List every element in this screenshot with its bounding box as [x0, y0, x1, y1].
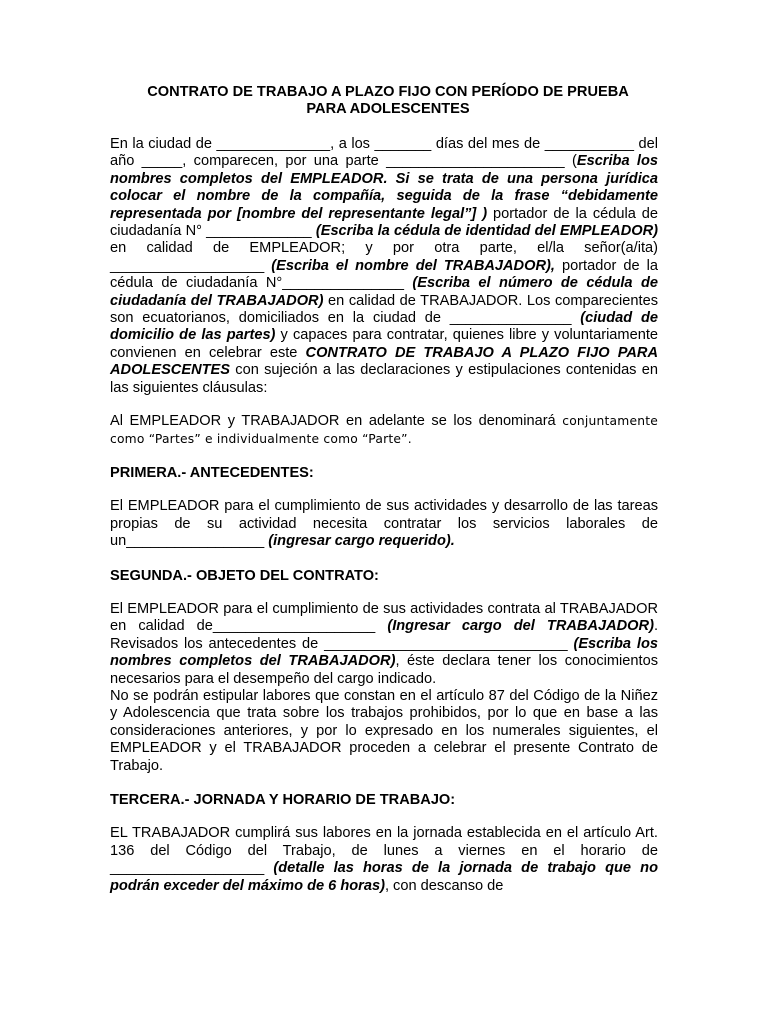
primera-text-1: El EMPLEADOR para el cumplimiento de sus actividades y desarrollo de las tareas propias de su actividad necesita contratar los servicios laborales de un_________________: [110, 498, 658, 550]
tercera-text-1: EL TRABAJADOR cumplirá sus labores en la jornada establecida en el artículo Art. 136 del Código del Trabajo, de lunes a viernes en el horario de ___________________: [110, 825, 658, 877]
parties-text-1: Al EMPLEADOR y TRABAJADOR en adelante se los denominará: [110, 413, 563, 430]
intro-instruction-city: (ciudad de domicilio de las partes): [110, 310, 658, 344]
clause-primera-heading: PRIMERA.- ANTECEDENTES:: [110, 464, 314, 481]
segunda-text-2: . Revisados los antecedentes de ______________________________: [110, 618, 658, 652]
intro-instruction-worker-name: (Escriba el nombre del TRABAJADOR),: [271, 257, 555, 274]
segunda-instruction-position: (Ingresar cargo del TRABAJADOR): [387, 618, 654, 635]
contract-page: [110, 84, 658, 895]
title-line-1: CONTRATO DE TRABAJO A PLAZO FIJO CON PERÍODO DE PRUEBA: [147, 84, 629, 100]
intro-text-1: En la ciudad de ______________, a los _______ días del mes de ___________ del año _____, comparecen, por una parte ______________________ (: [110, 136, 658, 170]
intro-text-5: en calidad de TRABAJADOR. Los comparecientes son ecuatorianos, domiciliados en la ciudad de _______________: [110, 292, 658, 327]
segunda-instruction-worker-name: (Escriba los nombres completos del TRABAJADOR): [110, 635, 658, 670]
intro-contract-name: CONTRATO DE TRABAJO A PLAZO FIJO PARA ADOLESCENTES: [110, 344, 658, 379]
intro-text-2: portador de la cédula de ciudadanía N° _____________: [110, 205, 658, 240]
intro-text-7: con sujeción a las declaraciones y estipulaciones contenidas en las siguientes cláusulas:: [110, 362, 658, 396]
tercera-instruction-hours: (detalle las horas de la jornada de trabajo que no podrán exceder del máximo de 6 horas): [110, 860, 659, 894]
tercera-text-2: , con descanso de: [384, 877, 504, 894]
title-line-2: PARA ADOLESCENTES: [306, 101, 470, 117]
clause-segunda-paragraph-2: No se podrán estipular labores que constan en el artículo 87 del Código de la Niñez y Adolescencia que trata sobre los trabajos prohibidos, por lo que en base a las consideraciones anteriores, y por lo expresado en los numerales siguientes, el EMPLEADOR y el TRABAJADOR proceden a celebrar el presente Contrato de Trabajo.: [110, 687, 658, 774]
intro-text-4: portador de la cédula de ciudadanía N°_______________: [110, 257, 658, 292]
clause-primera-paragraph: [110, 498, 658, 550]
intro-instruction-worker-id: (Escriba el número de cédula de ciudadanía del TRABAJADOR): [110, 275, 658, 309]
intro-paragraph: [110, 136, 658, 397]
intro-instruction-employer-name: Escriba los nombres completos del EMPLEADOR. Si se trata de una persona jurídica colocar el nombre de la compañía, seguida de la frase “debidamente representada por [nombre del representante legal”] ): [110, 153, 658, 222]
clause-tercera-paragraph: [110, 825, 658, 895]
primera-instruction-position: (ingresar cargo requerido).: [268, 533, 455, 550]
segunda-text-1: El EMPLEADOR para el cumplimiento de sus actividades contrata al TRABAJADOR en calidad de____________________: [110, 600, 658, 635]
clause-segunda-paragraph: [110, 601, 658, 688]
parties-text-2: conjuntamente como “Partes” e individualmente como “Parte”.: [110, 414, 658, 446]
segunda-text-3: , éste declara tener los conocimientos necesarios para el desempeño del cargo indicado.: [110, 653, 658, 687]
clause-segunda-heading: SEGUNDA.- OBJETO DEL CONTRATO:: [110, 567, 379, 584]
document-title: [110, 84, 658, 118]
intro-text-3: en calidad de EMPLEADOR; y por otra parte, el/la señor(a/ita) ___________________: [110, 240, 658, 274]
parties-paragraph: [110, 413, 658, 448]
clause-tercera-heading: TERCERA.- JORNADA Y HORARIO DE TRABAJO:: [110, 792, 456, 808]
intro-text-6: y capaces para contratar, quienes libre y voluntariamente convienen en celebrar este: [110, 327, 658, 361]
intro-instruction-employer-id: (Escriba la cédula de identidad del EMPLEADOR): [315, 223, 658, 240]
